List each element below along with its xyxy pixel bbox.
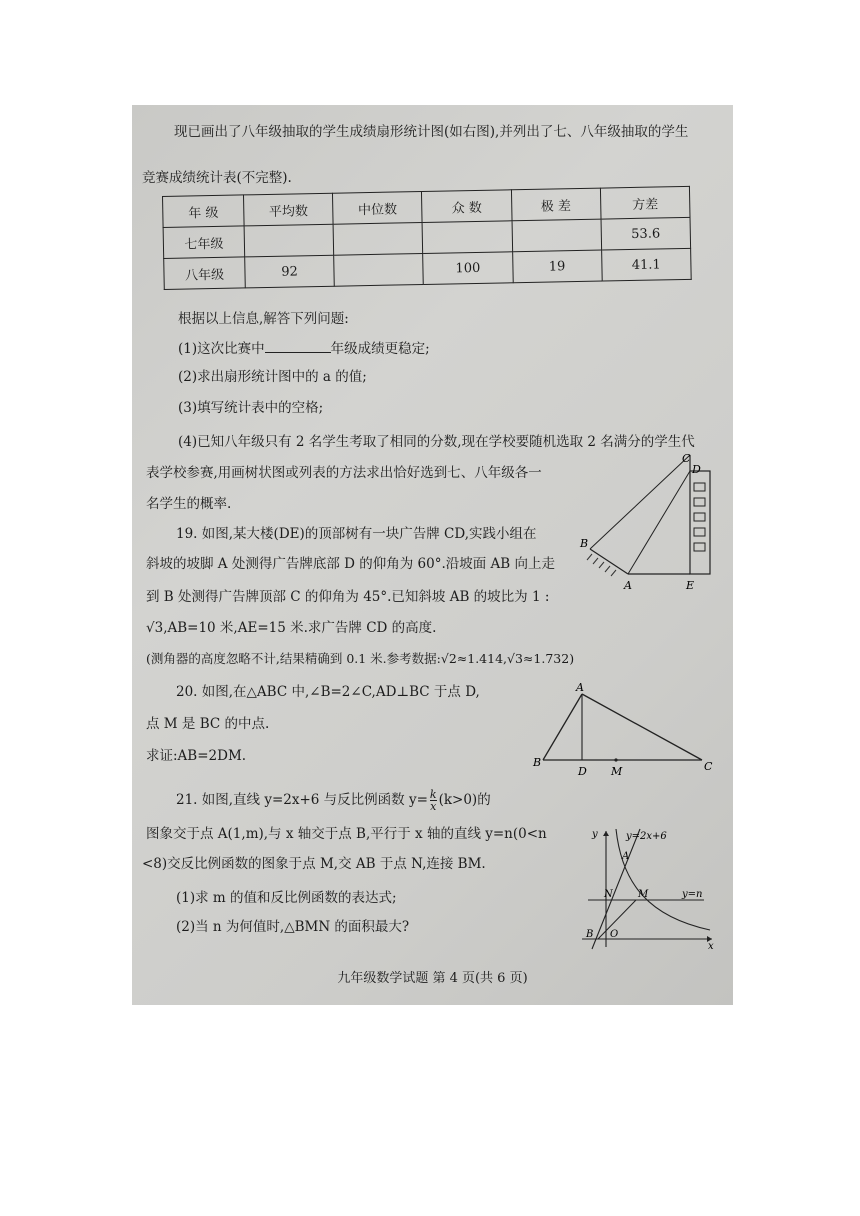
page-footer: 九年级数学试题 第 4 页(共 6 页) (337, 971, 528, 986)
exam-page (132, 105, 733, 1005)
q18-part4-line3: 名学生的概率. (146, 496, 232, 512)
q18-part1-b: 年级成绩更稳定; (330, 341, 430, 357)
q21-part1: (1)求 m 的值和反比例函数的表达式; (176, 890, 397, 906)
q19-building-figure (578, 453, 728, 593)
q21-graph-figure (580, 825, 720, 950)
label-b: B (580, 537, 589, 550)
q19-note: (测角器的高度忽略不计,结果精确到 0.1 米.参考数据:√2≈1.414,√3≈1.732) (146, 651, 575, 666)
label-d: D (578, 765, 587, 778)
header-mode: 众 数 (422, 190, 512, 223)
q19-line4: √3,AB=10 米,AE=15 米.求广告牌 CD 的高度. (146, 620, 437, 636)
q18-part3: (3)填写统计表中的空格; (178, 400, 324, 416)
q20-line1: 20. 如图,在△ABC 中,∠B=2∠C,AD⊥BC 于点 D, (176, 684, 480, 700)
table-cell (334, 253, 424, 286)
header-median: 中位数 (333, 192, 423, 225)
label-c: C (704, 760, 713, 773)
hyperbola-curve (616, 829, 710, 930)
q19-line2: 斜坡的坡脚 A 处测得广告牌底部 D 的仰角为 60°.沿坡面 AB 向上走 (146, 556, 556, 572)
q21-line2: 图象交于点 A(1,m),与 x 轴交于点 B,平行于 x 轴的直线 y=n(0<n (146, 826, 547, 842)
q20-line2: 点 M 是 BC 的中点. (146, 716, 270, 732)
table-cell (422, 221, 512, 254)
label-m: M (611, 765, 623, 778)
q18-part1-a: (1)这次比赛中 (178, 341, 265, 357)
answer-blank (265, 339, 331, 353)
q21-line1-b: (k>0)的 (438, 792, 491, 808)
label-m: M (638, 889, 649, 900)
label-c: C (682, 453, 691, 465)
table-cell (244, 224, 334, 257)
q21-line1 (176, 789, 491, 812)
building-de (690, 471, 710, 574)
q21-line3: <8)交反比例函数的图象于点 M,交 AB 于点 N,连接 BM. (142, 856, 486, 872)
label-y-eq-n: y=n (682, 889, 703, 900)
table-cell: 八年级 (164, 257, 246, 290)
table-cell: 七年级 (163, 226, 245, 259)
hatch (599, 562, 604, 568)
label-b: B (533, 756, 542, 769)
label-d: D (692, 463, 701, 476)
label-a: A (624, 579, 632, 592)
fraction-k-over-x (430, 789, 437, 812)
header-variance: 方差 (600, 186, 690, 219)
header-grade: 年 级 (163, 195, 245, 228)
table-cell (512, 219, 602, 252)
window (694, 513, 705, 521)
hatch (587, 554, 592, 560)
q21-part2: (2)当 n 为何值时,△BMN 的面积最大? (176, 919, 410, 935)
label-e: E (686, 579, 695, 592)
q18-lead: 根据以上信息,解答下列问题: (178, 311, 349, 327)
window (694, 543, 705, 551)
header-range: 极 差 (511, 188, 601, 221)
label-x: x (708, 941, 714, 950)
label-a: A (622, 851, 630, 862)
window (694, 498, 705, 506)
table-cell: 53.6 (601, 217, 691, 250)
hatch (593, 558, 598, 564)
table-cell: 41.1 (601, 248, 691, 281)
q19-line1: 19. 如图,某大楼(DE)的顶部树有一块广告牌 CD,实践小组在 (176, 526, 537, 542)
table-cell (333, 223, 423, 256)
window (694, 483, 705, 491)
q18-part2: (2)求出扇形统计图中的 a 的值; (178, 369, 367, 385)
hatch (605, 566, 610, 572)
table-cell: 92 (245, 255, 335, 288)
sight-line-bc (590, 455, 690, 549)
intro-line-1: 现已画出了八年级抽取的学生成绩扇形统计图(如右图),并列出了七、八年级抽取的学生 (174, 124, 689, 140)
q18-part4-line2: 表学校参赛,用画树状图或列表的方法求出恰好选到七、八年级各一 (146, 465, 542, 481)
label-line-eq: y=2x+6 (626, 831, 667, 842)
q20-line3: 求证:AB=2DM. (146, 748, 247, 764)
fraction-denominator: x (430, 800, 437, 813)
label-y: y (592, 829, 598, 840)
side-ab (543, 694, 582, 760)
table-cell: 100 (423, 252, 513, 285)
y-axis-arrow (603, 831, 609, 836)
fraction-numerator: k (429, 788, 437, 801)
stats-table (162, 186, 692, 290)
label-b: B (586, 929, 594, 940)
q21-line1-a: 21. 如图,直线 y=2x+6 与反比例函数 y= (176, 792, 428, 808)
q18-part1 (178, 339, 430, 358)
side-ac (582, 694, 702, 760)
label-a: A (576, 681, 584, 694)
label-o: O (610, 929, 619, 940)
sight-line-ad (628, 471, 690, 574)
q18-part4-line1: (4)已知八年级只有 2 名学生考取了相同的分数,现在学校要随机选取 2 名满分的学生代 (178, 434, 695, 450)
label-n: N (604, 889, 613, 900)
q19-line3: 到 B 处测得广告牌顶部 C 的仰角为 45°.已知斜坡 AB 的坡比为 1 : (146, 589, 550, 605)
midpoint-m (614, 758, 617, 761)
window (694, 528, 705, 536)
q20-triangle-figure (530, 680, 720, 780)
intro-line-2: 竞赛成绩统计表(不完整). (142, 170, 292, 186)
table-cell: 19 (512, 250, 602, 283)
header-mean: 平均数 (243, 193, 333, 226)
hatch (611, 570, 616, 576)
